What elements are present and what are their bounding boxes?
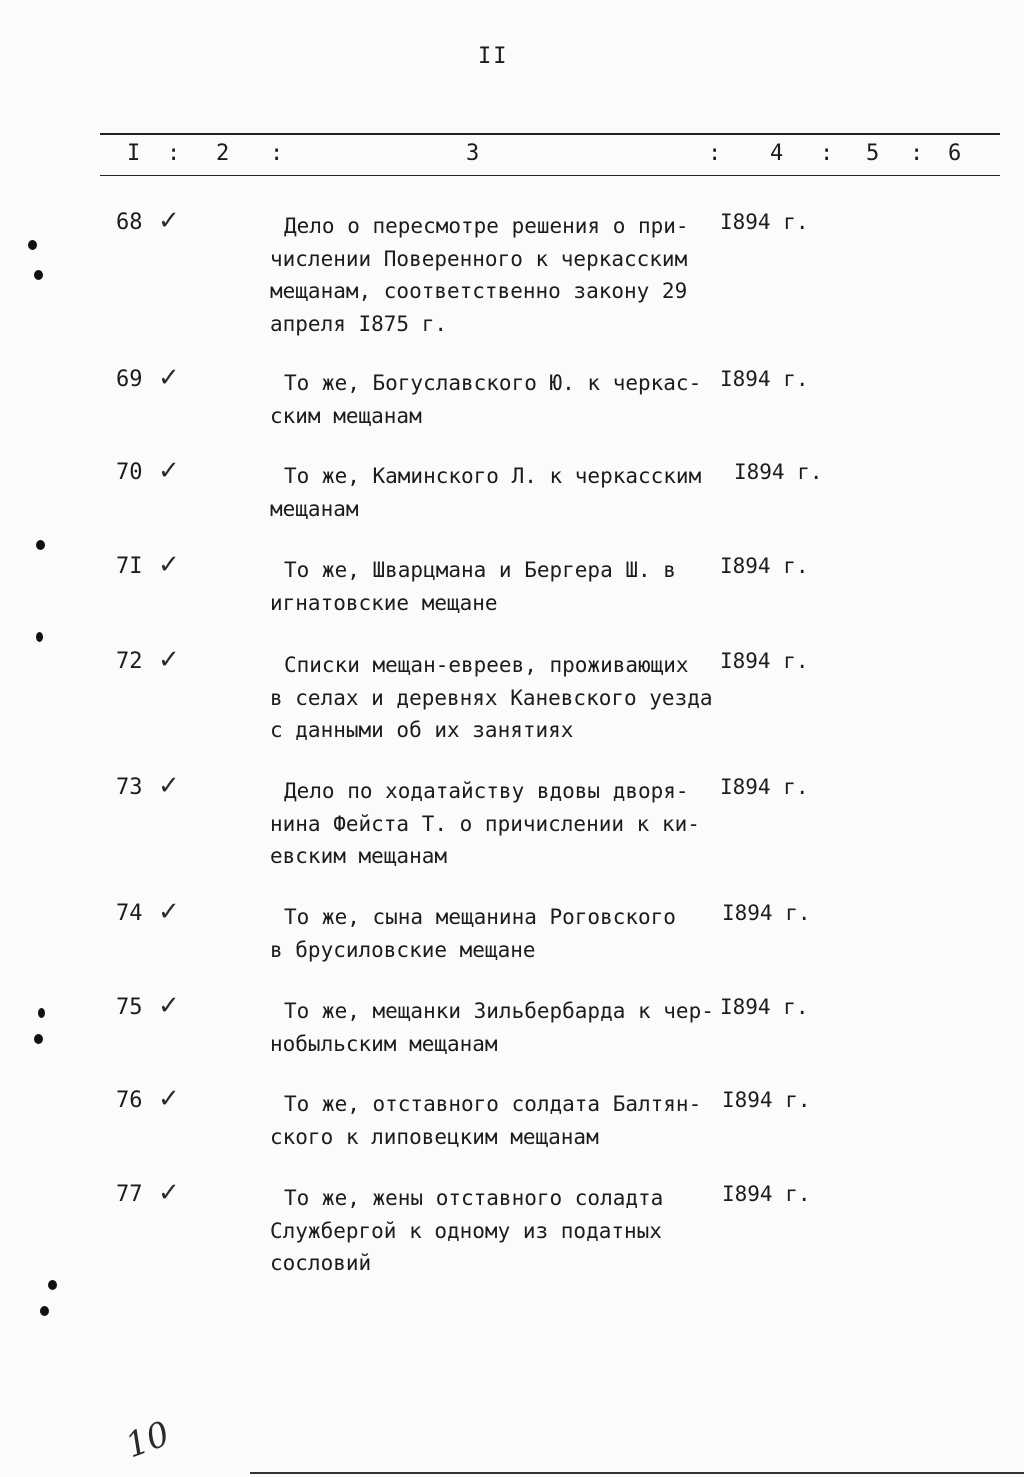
column-separator: : <box>820 141 834 166</box>
entry-description <box>270 1182 720 1280</box>
description-line: ского к липовецким мещанам <box>270 1124 599 1149</box>
punch-hole-mark <box>34 270 43 280</box>
punch-hole-mark <box>28 240 37 250</box>
punch-hole-mark <box>34 1034 43 1044</box>
entry-year: I894 г. <box>720 995 809 1019</box>
description-line: игнатовские мещане <box>270 590 498 615</box>
table-header-bottom-rule <box>100 175 1000 176</box>
handwritten-mark: 10 <box>120 1413 175 1467</box>
page-number: II <box>478 44 509 69</box>
description-line: мещанам, соответственно закону 29 <box>270 279 688 303</box>
entry-year: I894 г. <box>720 210 809 234</box>
entry-number: 72 <box>116 649 143 674</box>
entry-year: I894 г. <box>722 1182 811 1206</box>
description-line: нобыльским мещанам <box>270 1031 498 1056</box>
description-line: То же, отставного солдата Балтян- <box>284 1092 702 1116</box>
bottom-edge-line <box>250 1472 1024 1474</box>
check-mark-icon: ✓ <box>158 1084 180 1114</box>
column-header-1: I <box>127 141 141 166</box>
column-separator: : <box>708 141 722 166</box>
description-line: То же, Каминского Л. к черкасским <box>284 464 702 488</box>
entry-number: 73 <box>116 775 143 800</box>
description-line: Дело по ходатайству вдовы дворя- <box>284 779 689 803</box>
description-line: То же, жены отставного соладта <box>284 1186 664 1210</box>
description-line: Службергой к одному из податных <box>270 1218 662 1243</box>
entry-number: 7I <box>116 554 143 579</box>
punch-hole-mark <box>36 540 45 550</box>
check-mark-icon: ✓ <box>158 550 180 580</box>
entry-description <box>270 1088 720 1153</box>
entry-year: I894 г. <box>722 1088 811 1112</box>
punch-hole-mark <box>36 632 43 642</box>
entry-year: I894 г. <box>734 460 823 484</box>
entry-description <box>270 775 720 873</box>
description-line: числении Поверенного к черкасским <box>270 246 688 271</box>
description-line: с данными об их занятиях <box>270 718 574 742</box>
entry-number: 70 <box>116 460 143 485</box>
description-line: апреля I875 г. <box>270 311 448 336</box>
entry-number: 76 <box>116 1088 143 1113</box>
entry-description <box>270 210 720 340</box>
check-mark-icon: ✓ <box>158 771 180 801</box>
check-mark-icon: ✓ <box>158 363 180 393</box>
check-mark-icon: ✓ <box>158 1178 180 1208</box>
description-line: в селах и деревнях Каневского уезда <box>270 685 713 710</box>
punch-hole-mark <box>48 1280 57 1290</box>
description-line: сословий <box>270 1251 372 1275</box>
entry-number: 74 <box>116 901 143 926</box>
description-line: ским мещанам <box>270 403 422 428</box>
entry-number: 69 <box>116 367 143 392</box>
entry-year: I894 г. <box>720 649 809 673</box>
column-separator: : <box>167 141 181 166</box>
column-separator: : <box>270 141 284 166</box>
description-line: евским мещанам <box>270 844 448 868</box>
column-header-2: 2 <box>216 141 230 166</box>
punch-hole-mark <box>38 1008 45 1018</box>
check-mark-icon: ✓ <box>158 456 180 486</box>
entry-year: I894 г. <box>722 901 811 925</box>
description-line: То же, мещанки Зильбербарда к чер- <box>284 999 714 1023</box>
punch-hole-mark <box>40 1306 49 1316</box>
table-header-top-rule <box>100 133 1000 135</box>
description-line: в брусиловские мещане <box>270 937 536 962</box>
entry-year: I894 г. <box>720 367 809 391</box>
entry-number: 75 <box>116 995 143 1020</box>
description-line: Списки мещан-евреев, проживающих <box>284 653 689 677</box>
column-header-3: 3 <box>466 141 480 166</box>
check-mark-icon: ✓ <box>158 645 180 675</box>
check-mark-icon: ✓ <box>158 206 180 236</box>
column-header-6: 6 <box>948 141 962 166</box>
description-line: То же, сына мещанина Роговского <box>284 905 676 929</box>
check-mark-icon: ✓ <box>158 897 180 927</box>
column-header-5: 5 <box>866 141 880 166</box>
description-line: То же, Богуславского Ю. к черкас- <box>284 371 702 395</box>
entry-description <box>270 554 720 619</box>
entry-description <box>270 995 720 1060</box>
entry-number: 68 <box>116 210 143 235</box>
description-line: нина Фейста Т. о причислении к ки- <box>270 811 700 836</box>
column-separator: : <box>910 141 924 166</box>
entry-description <box>270 649 720 747</box>
entry-year: I894 г. <box>720 775 809 799</box>
description-line: То же, Шварцмана и Бергера Ш. в <box>284 558 676 582</box>
description-line: мещанам <box>270 496 359 521</box>
check-mark-icon: ✓ <box>158 991 180 1021</box>
entry-number: 77 <box>116 1182 143 1207</box>
entry-year: I894 г. <box>720 554 809 578</box>
entry-description <box>270 901 720 966</box>
column-header-4: 4 <box>770 141 784 166</box>
entry-description <box>270 460 720 525</box>
description-line: Дело о пересмотре решения о при- <box>284 214 689 238</box>
entry-description <box>270 367 720 432</box>
